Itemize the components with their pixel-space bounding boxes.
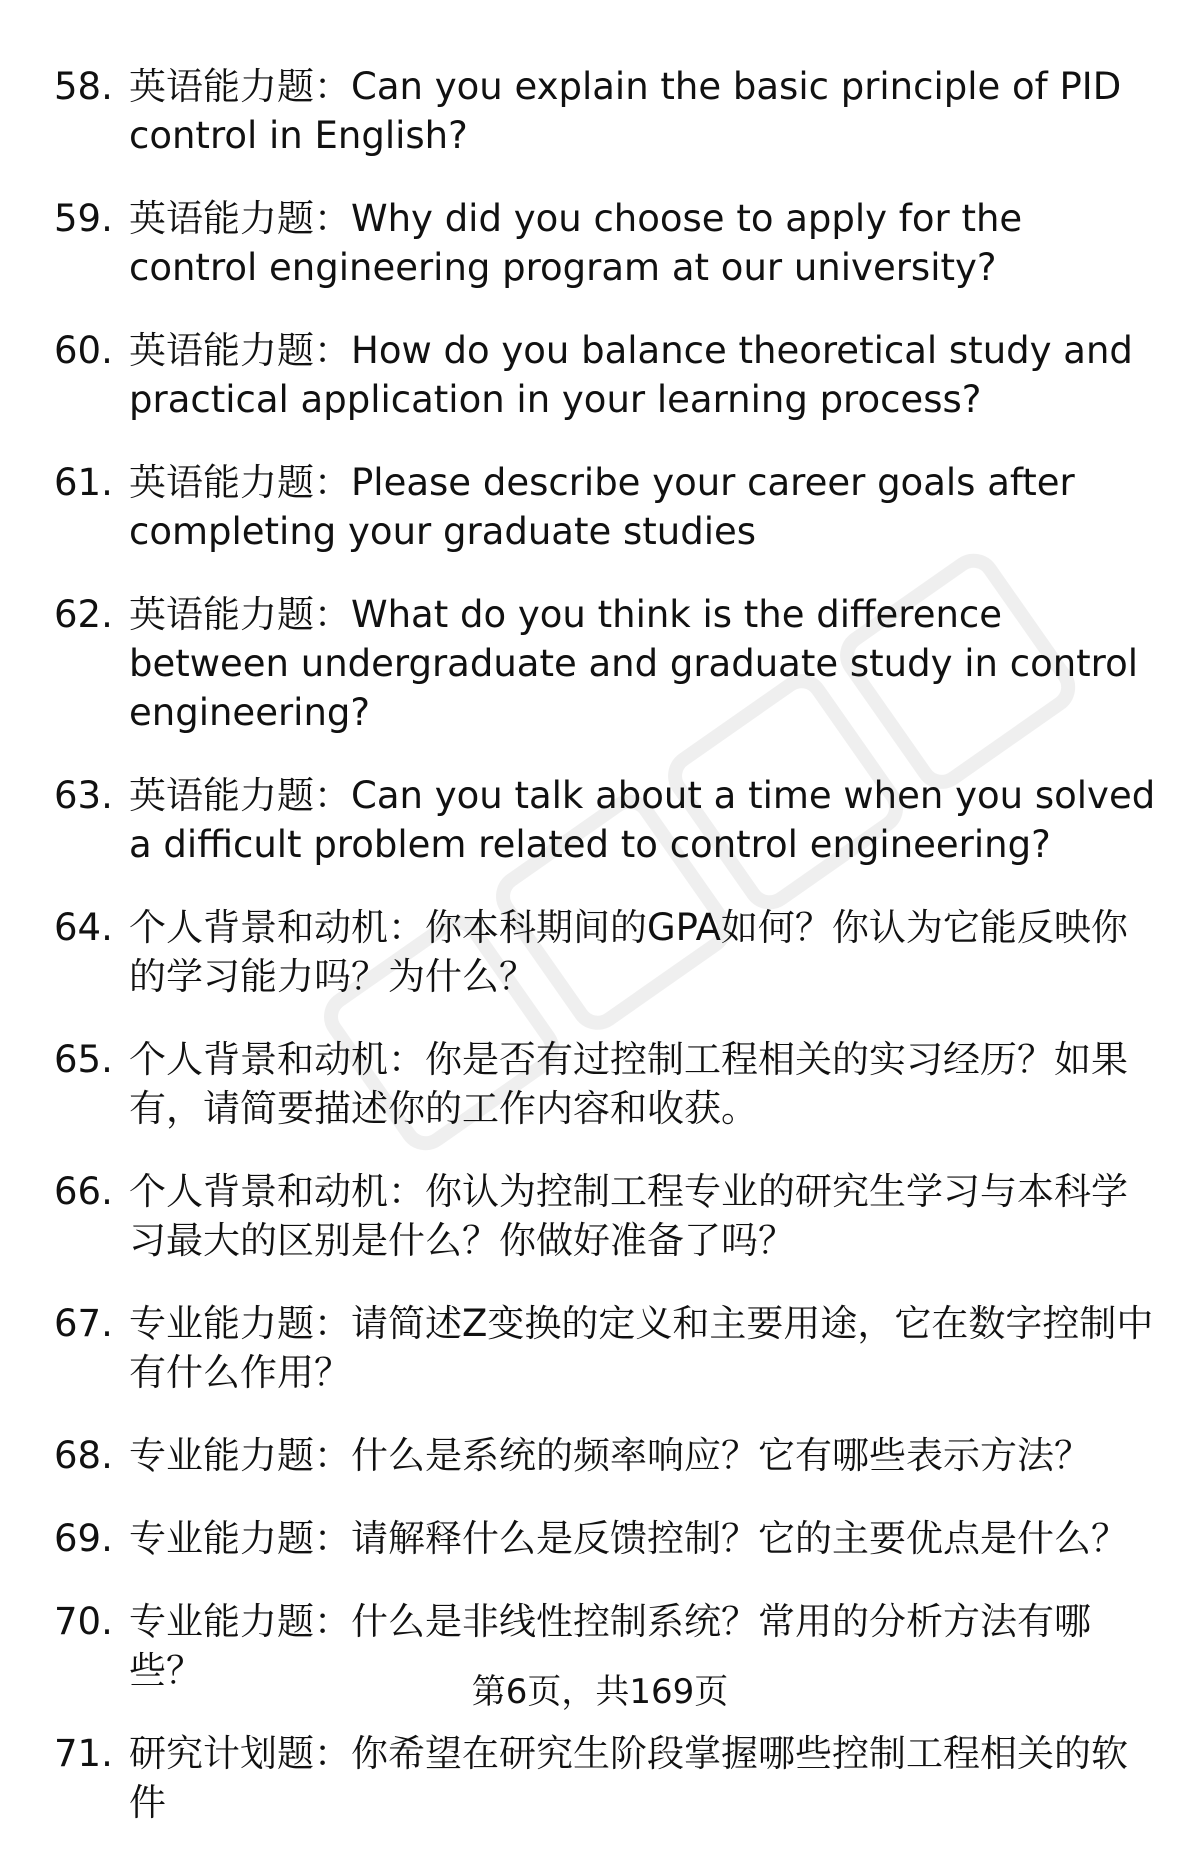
- question-text: Can you explain the basic principle of PID control in English?: [129, 65, 1122, 157]
- question-item: [0, 1514, 1200, 1563]
- question-number: 59.: [54, 197, 113, 240]
- question-text: How do you balance theoretical study and practical application in your learning process?: [129, 329, 1133, 421]
- question-category: 专业能力题：: [129, 1600, 351, 1643]
- question-text: 什么是非线性控制系统？常用的分析方法有哪些？: [129, 1600, 1091, 1692]
- question-number: 65.: [54, 1038, 113, 1081]
- question-number: 63.: [54, 774, 113, 817]
- question-item: [0, 1729, 1200, 1827]
- question-number: 69.: [54, 1517, 113, 1560]
- question-text: Why did you choose to apply for the control engineering program at our university?: [129, 197, 1023, 289]
- question-number: 58.: [54, 65, 113, 108]
- question-category: 研究计划题：: [129, 1732, 351, 1775]
- question-category: 英语能力题：: [129, 65, 351, 108]
- question-number: 64.: [54, 906, 113, 949]
- question-item: [0, 194, 1200, 292]
- question-item: [0, 590, 1200, 737]
- question-category: 专业能力题：: [129, 1434, 351, 1477]
- question-number: 60.: [54, 329, 113, 372]
- question-item: [0, 1299, 1200, 1397]
- question-item: [0, 1167, 1200, 1265]
- question-number: 62.: [54, 593, 113, 636]
- question-category: 个人背景和动机：: [129, 1038, 425, 1081]
- question-category: 英语能力题：: [129, 593, 351, 636]
- question-category: 英语能力题：: [129, 774, 351, 817]
- question-item: [0, 458, 1200, 556]
- question-number: 66.: [54, 1170, 113, 1213]
- question-text: 你认为控制工程专业的研究生学习与本科学习最大的区别是什么？你做好准备了吗？: [129, 1170, 1128, 1262]
- question-item: [0, 903, 1200, 1001]
- question-category: 个人背景和动机：: [129, 1170, 425, 1213]
- question-number: 70.: [54, 1600, 113, 1643]
- question-category: 英语能力题：: [129, 329, 351, 372]
- question-number: 61.: [54, 461, 113, 504]
- question-text: Please describe your career goals after completing your graduate studies: [129, 461, 1075, 553]
- question-text: Can you talk about a time when you solved a difficult problem related to control engineering?: [129, 774, 1156, 866]
- question-text: 你是否有过控制工程相关的实习经历？如果有，请简要描述你的工作内容和收获。: [129, 1038, 1128, 1130]
- question-item: [0, 1431, 1200, 1480]
- question-number: 68.: [54, 1434, 113, 1477]
- question-text: 请简述Z变换的定义和主要用途，它在数字控制中有什么作用？: [129, 1302, 1154, 1394]
- question-category: 个人背景和动机：: [129, 906, 425, 949]
- question-item: [0, 326, 1200, 424]
- question-list: [0, 62, 1200, 1861]
- question-item: [0, 1035, 1200, 1133]
- question-text: 你本科期间的GPA如何？你认为它能反映你的学习能力吗？为什么？: [129, 906, 1128, 998]
- question-number: 71.: [54, 1732, 113, 1775]
- question-text: What do you think is the difference between undergraduate and graduate study in control engineering?: [129, 593, 1138, 734]
- question-category: 英语能力题：: [129, 197, 351, 240]
- question-category: 专业能力题：: [129, 1517, 351, 1560]
- question-item: [0, 771, 1200, 869]
- question-category: 专业能力题：: [129, 1302, 351, 1345]
- question-text: 什么是系统的频率响应？它有哪些表示方法？: [351, 1434, 1091, 1477]
- question-category: 英语能力题：: [129, 461, 351, 504]
- question-text: 你希望在研究生阶段掌握哪些控制工程相关的软件: [129, 1732, 1128, 1824]
- question-text: 请解释什么是反馈控制？它的主要优点是什么？: [351, 1517, 1128, 1560]
- question-item: [0, 62, 1200, 160]
- page-footer: 第6页，共169页: [471, 1672, 729, 1712]
- question-number: 67.: [54, 1302, 113, 1345]
